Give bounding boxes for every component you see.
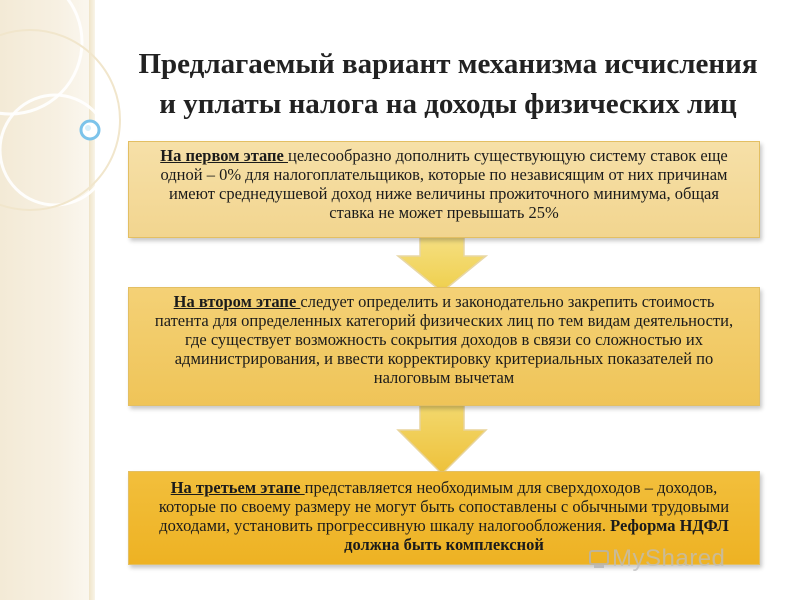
step-1-box [128,141,760,238]
step-3-text: представляется необходимым для сверхдоходов – доходов, которые по своему размеру не могут быть сопоставлены с обычными трудовыми доходами, установить прогрессивную шкалу налогообложения. [158,478,730,535]
step-2-text: следует определить и законодательно закрепить стоимость патента для определенных категорий физических лиц по тем видам деятельности, где существует возможность сокрытия доходов в связи со сложностью их администрирования, и ввести корректировку критериальных показателей по налоговым вычетам [154,292,734,387]
slide-title [108,44,788,124]
step-1-label: На первом этапе [160,146,288,165]
step-2-label: На втором этапе [173,292,301,311]
watermark-icon [587,546,611,570]
step-3-emphasis: Реформа НДФЛ должна быть комплексной [344,516,729,554]
title-line-1: Предлагаемый вариант механизма исчисления [138,48,758,80]
title-line-2: и уплаты налога на доходы физических лиц [159,88,737,120]
down-arrow-2 [396,396,488,476]
step-3-label: На третьем этапе [170,478,305,497]
step-1-text: целесообразно дополнить существующую систему ставок еще одной – 0% для налогоплательщиков, которые по независящим от них причинам имеют среднедушевой доход ниже величины прожиточного минимума, общая ставка не может превышать 25% [160,146,728,222]
step-2-box [128,287,760,406]
watermark-text: MyShared [612,545,726,572]
